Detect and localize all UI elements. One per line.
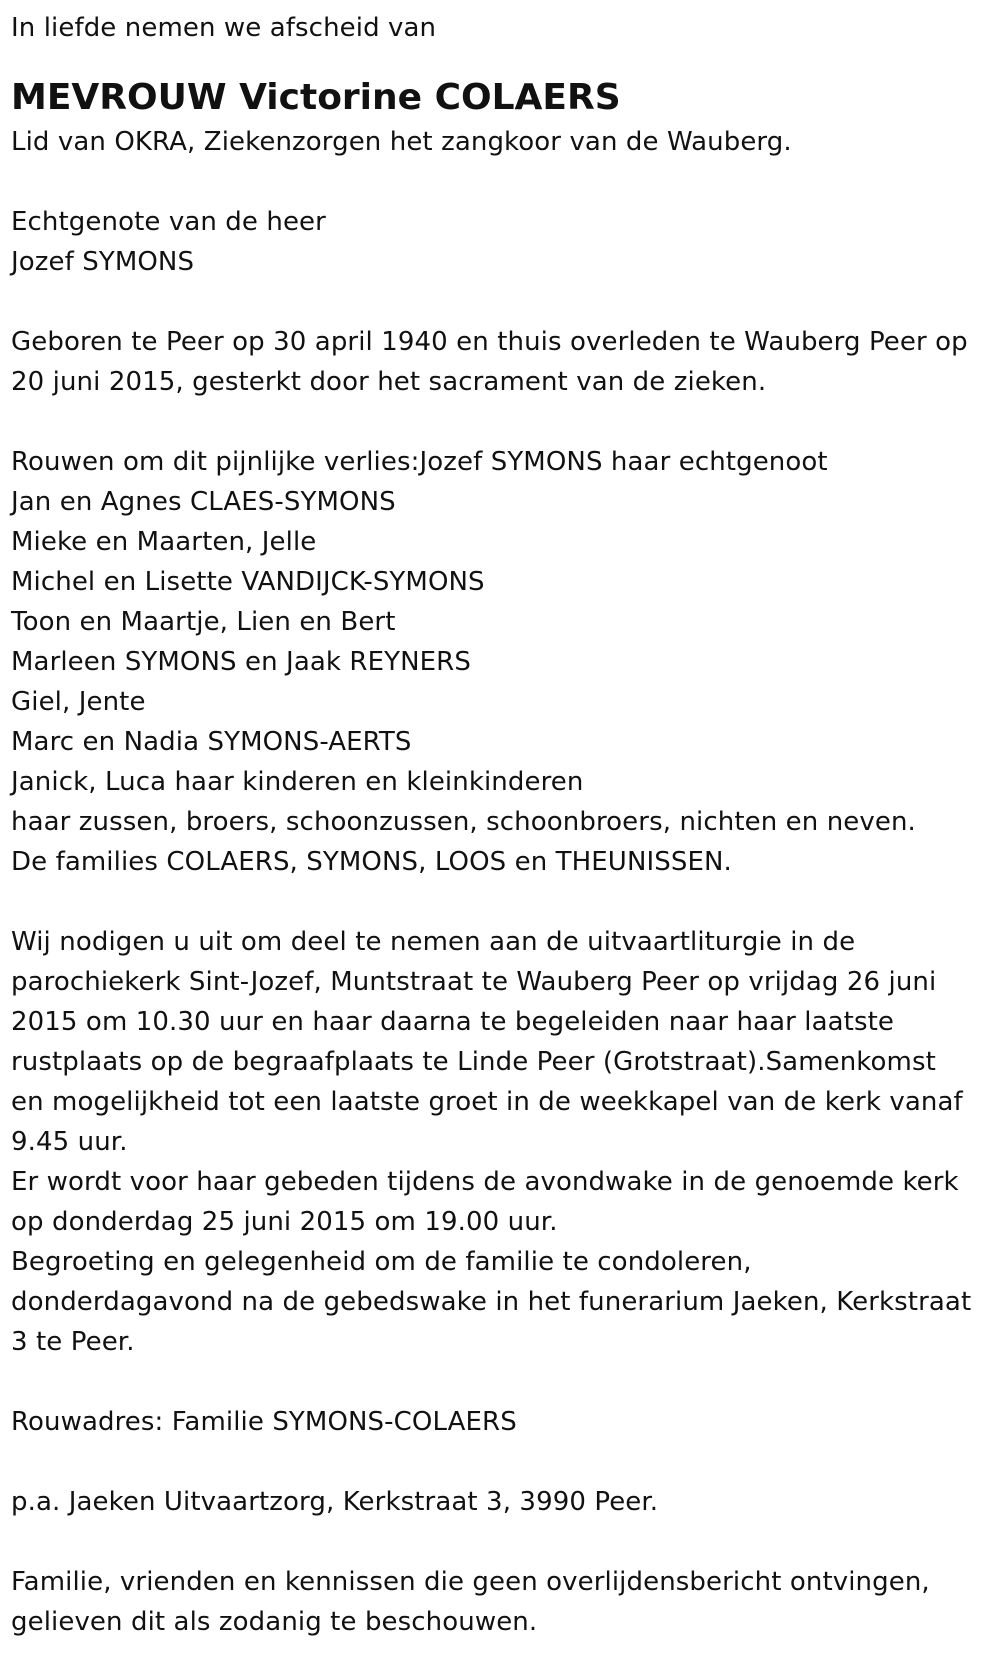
spacer	[11, 162, 991, 202]
funeral-line: 2015 om 10.30 uur en haar daarna te begeleiden naar haar laatste	[11, 1007, 895, 1037]
birth-death-line: 20 juni 2015, gesterkt door het sacrament van de zieken.	[11, 367, 767, 397]
mourner-line: Jan en Agnes CLAES-SYMONS	[11, 487, 396, 517]
mourner-line: Rouwen om dit pijnlijke verlies:Jozef SYMONS haar echtgenoot	[11, 447, 828, 477]
spacer	[11, 402, 991, 442]
spacer	[11, 1442, 991, 1482]
membership-text: Lid van OKRA, Ziekenzorgen het zangkoor van de Wauberg.	[11, 127, 792, 157]
spacer	[11, 882, 991, 922]
funeral-line: donderdagavond na de gebedswake in het funerarium Jaeken, Kerkstraat	[11, 1287, 972, 1317]
mourner-line: haar zussen, broers, schoonzussen, schoonbroers, nichten en neven.	[11, 807, 916, 837]
mourner-line: De families COLAERS, SYMONS, LOOS en THEUNISSEN.	[11, 847, 732, 877]
funeral-line: op donderdag 25 juni 2015 om 19.00 uur.	[11, 1207, 558, 1237]
deceased-name: MEVROUW Victorine COLAERS	[11, 77, 621, 118]
funeral-line: 3 te Peer.	[11, 1327, 135, 1357]
mourner-line: Mieke en Maarten, Jelle	[11, 527, 317, 557]
spouse-line: Echtgenote van de heer	[11, 207, 326, 237]
closing-line: gelieven dit als zodanig te beschouwen.	[11, 1607, 538, 1637]
mourner-line: Michel en Lisette VANDIJCK-SYMONS	[11, 567, 485, 597]
intro-text: In liefde nemen we afscheid van	[11, 13, 437, 43]
spacer	[11, 282, 991, 322]
mourner-line: Marleen SYMONS en Jaak REYNERS	[11, 647, 471, 677]
spacer	[11, 1522, 991, 1562]
funeral-line: 9.45 uur.	[11, 1127, 128, 1157]
funeral-line: rustplaats op de begraafplaats te Linde Peer (Grotstraat).Samenkomst	[11, 1047, 936, 1077]
closing-line: Familie, vrienden en kennissen die geen overlijdensbericht ontvingen,	[11, 1567, 930, 1597]
funeral-line: Wij nodigen u uit om deel te nemen aan de uitvaartliturgie in de	[11, 927, 856, 957]
mourner-line: Janick, Luca haar kinderen en kleinkinderen	[11, 767, 584, 797]
mourner-line: Giel, Jente	[11, 687, 146, 717]
mourning-address-label: Rouwadres: Familie SYMONS-COLAERS	[11, 1407, 517, 1437]
funeral-line: parochiekerk Sint-Jozef, Muntstraat te Wauberg Peer op vrijdag 26 juni	[11, 967, 937, 997]
spouse-name: Jozef SYMONS	[11, 247, 195, 277]
funeral-line: Er wordt voor haar gebeden tijdens de avondwake in de genoemde kerk	[11, 1167, 959, 1197]
mourning-address: p.a. Jaeken Uitvaartzorg, Kerkstraat 3, 3990 Peer.	[11, 1487, 659, 1517]
mourner-line: Marc en Nadia SYMONS-AERTS	[11, 727, 412, 757]
spacer	[11, 1362, 991, 1402]
obituary-document	[11, 8, 991, 1642]
mourner-line: Toon en Maartje, Lien en Bert	[11, 607, 396, 637]
birth-death-line: Geboren te Peer op 30 april 1940 en thuis overleden te Wauberg Peer op	[11, 327, 968, 357]
funeral-line: Begroeting en gelegenheid om de familie te condoleren,	[11, 1247, 752, 1277]
funeral-line: en mogelijkheid tot een laatste groet in de weekkapel van de kerk vanaf	[11, 1087, 963, 1117]
